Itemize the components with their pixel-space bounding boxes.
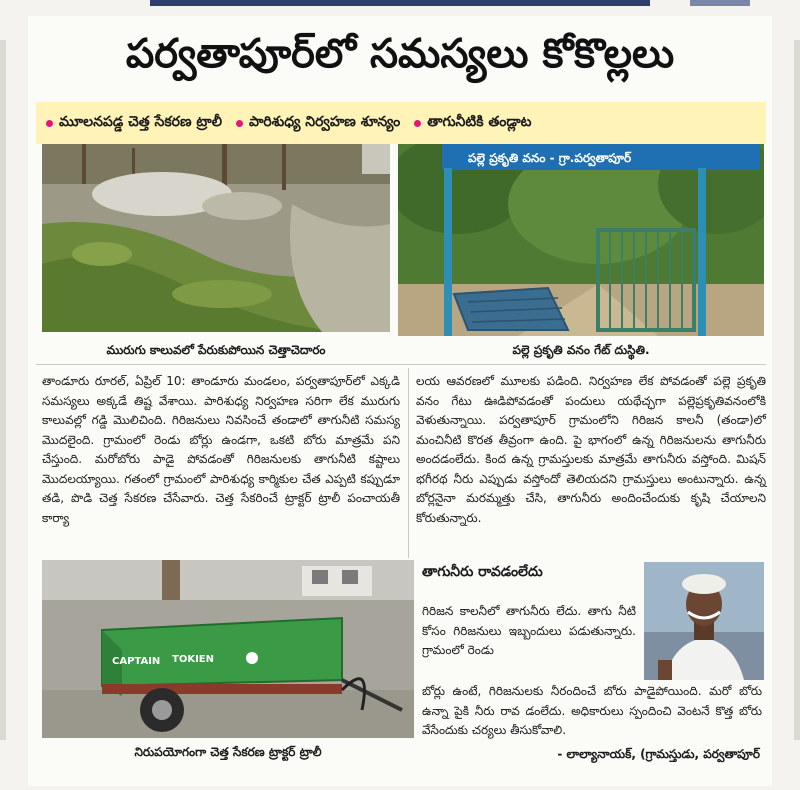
photo-tractor-trolley: [42, 560, 414, 738]
top-bar: [150, 0, 650, 6]
bullet-text: మూలనపడ్డ చెత్త సేకరణ ట్రాలీ: [59, 113, 222, 130]
headline: పర్వతాపూర్‌లో సమస్యలు కోకొల్లలు: [125, 31, 675, 77]
photo-caption: నిరుపయోగంగా చెత్త సేకరణ ట్రాక్టర్ ట్రాలీ: [134, 745, 322, 759]
photo-caption: మురుగు కాలువలో పేరుకుపోయిన చెత్తాచెదారం: [106, 343, 326, 357]
photo-caption: పల్లె ప్రకృతి వనం గేట్ దుస్థితి.: [512, 343, 650, 357]
divider: [36, 364, 766, 365]
quote-signoff: - లాల్యానాయక్, (గ్రామస్తుడు, పర్వతాపూర్: [557, 747, 760, 761]
photo-park-gate: [398, 144, 764, 336]
top-bar-accent: [690, 0, 750, 6]
bullet-text: పారిశుధ్య నిర్వహణ శూన్యం: [248, 113, 401, 130]
sign-text: పల్లె ప్రకృతి వనం - గ్రా.పర్వతాపూర్: [468, 151, 632, 165]
quote-box: [422, 560, 766, 776]
adjacent-page-left: [0, 40, 6, 740]
quote-text: గిరిజన కాలనీలో తాగునీరు లేదు. తాగు నీటి కోసం గిరిజనులు ఇబ్బందులు పడుతున్నారు. గ్రామంలో రెండు: [422, 604, 636, 657]
photo-drain-garbage: [42, 144, 390, 332]
article-column-2: లయ ఆవరణలో మూలకు పడింది. నిర్వహణ లేక పోవడంతో పల్లె ప్రకృతి వనం గేటు ఊడిపోవడంతో పందులు యథేచ్ఛగా పల్లెప్రకృతివనంలోకి వెళుతున్నాయి. పర్వతాపూర్ గ్రామంలోని గిరిజన కాలనీ (తండా)లో మంచినీటి కొరత తీవ్రంగా ఉంది. పై భాగంలో ఉన్న గిరిజనులను తాగునీరు అందడంలేదు. కింద ఉన్న గ్రామస్తులకు మాత్రమే తాగునీరు వస్తోంది. మిషన్ భగీరథ నీరు ఎప్పుడు వస్తోందో తెలియదని గ్రామస్తులు అంటున్నారు. ఉన్న బోర్లనైనా మరమ్మత్తు చేసి, తాగునీరు అందించేందుకు కృషి చేయాలని కోరుతున్నారు.: [416, 374, 766, 525]
bullet-item: [46, 114, 222, 133]
villager-photo: [644, 562, 764, 680]
bullet-strip: [36, 102, 766, 144]
bullet-dot-icon: [236, 120, 243, 127]
bullet-item: [414, 114, 531, 133]
column-divider: [408, 368, 409, 558]
quote-text: బోర్లు ఉంటే, గిరిజనులకు నీరందించే బోరు పాడైపోయింది. మరో బోరు ఉన్నా పైకి నీరు రావ డంలేదు. అధికారులు స్పందించి వెంటనే కొత్త బోరు వేసేందుకు చర్యలు తీసుకోవాలి.: [422, 684, 762, 737]
trolley-text: TOKIEN: [172, 654, 214, 665]
trolley-text: CAPTAIN: [112, 656, 161, 667]
bullet-dot-icon: [46, 120, 53, 127]
adjacent-page-right: [794, 40, 800, 740]
bullet-dot-icon: [414, 120, 421, 127]
bullet-item: [236, 114, 400, 133]
article-column-1: తాండూరు రూరల్, ఏప్రిల్ 10: తాండూరు మండలం, పర్వతాపూర్‌లో ఎక్కడి సమస్యలు అక్కడే తిష్ట వేశాయి. పారిశుధ్య నిర్వహణ సరిగా లేక మురుగు కాలువల్లో గడ్డి మొలిచింది. గిరిజనులు నివసించే తండాలో తాగునీటి సమస్య మొదలైంది. గ్రామంలో రెండు బోర్లు ఉండగా, ఒకటి బోరు మాత్రమే పని చేస్తుంది. మరోబోరు పాడై పోవడంతో గిరిజనులకు తాగునీటి కష్టాలు మొదలయ్యాయి. గతంలో గ్రామంలో పారిశుధ్య కార్మికుల చేత ఎప్పటి కప్పుడూ తడి, పొడి చెత్త సేకరణ చేసేవారు. చెత్త సేకరించే ట్రాక్టర్ ట్రాలీ పంచాయతీ కార్యా: [42, 374, 400, 525]
bullet-text: తాగునీటికి తండ్లాట: [427, 113, 532, 130]
newspaper-clipping: [28, 16, 772, 786]
quote-title: తాగునీరు రావడంలేదు: [422, 564, 543, 580]
